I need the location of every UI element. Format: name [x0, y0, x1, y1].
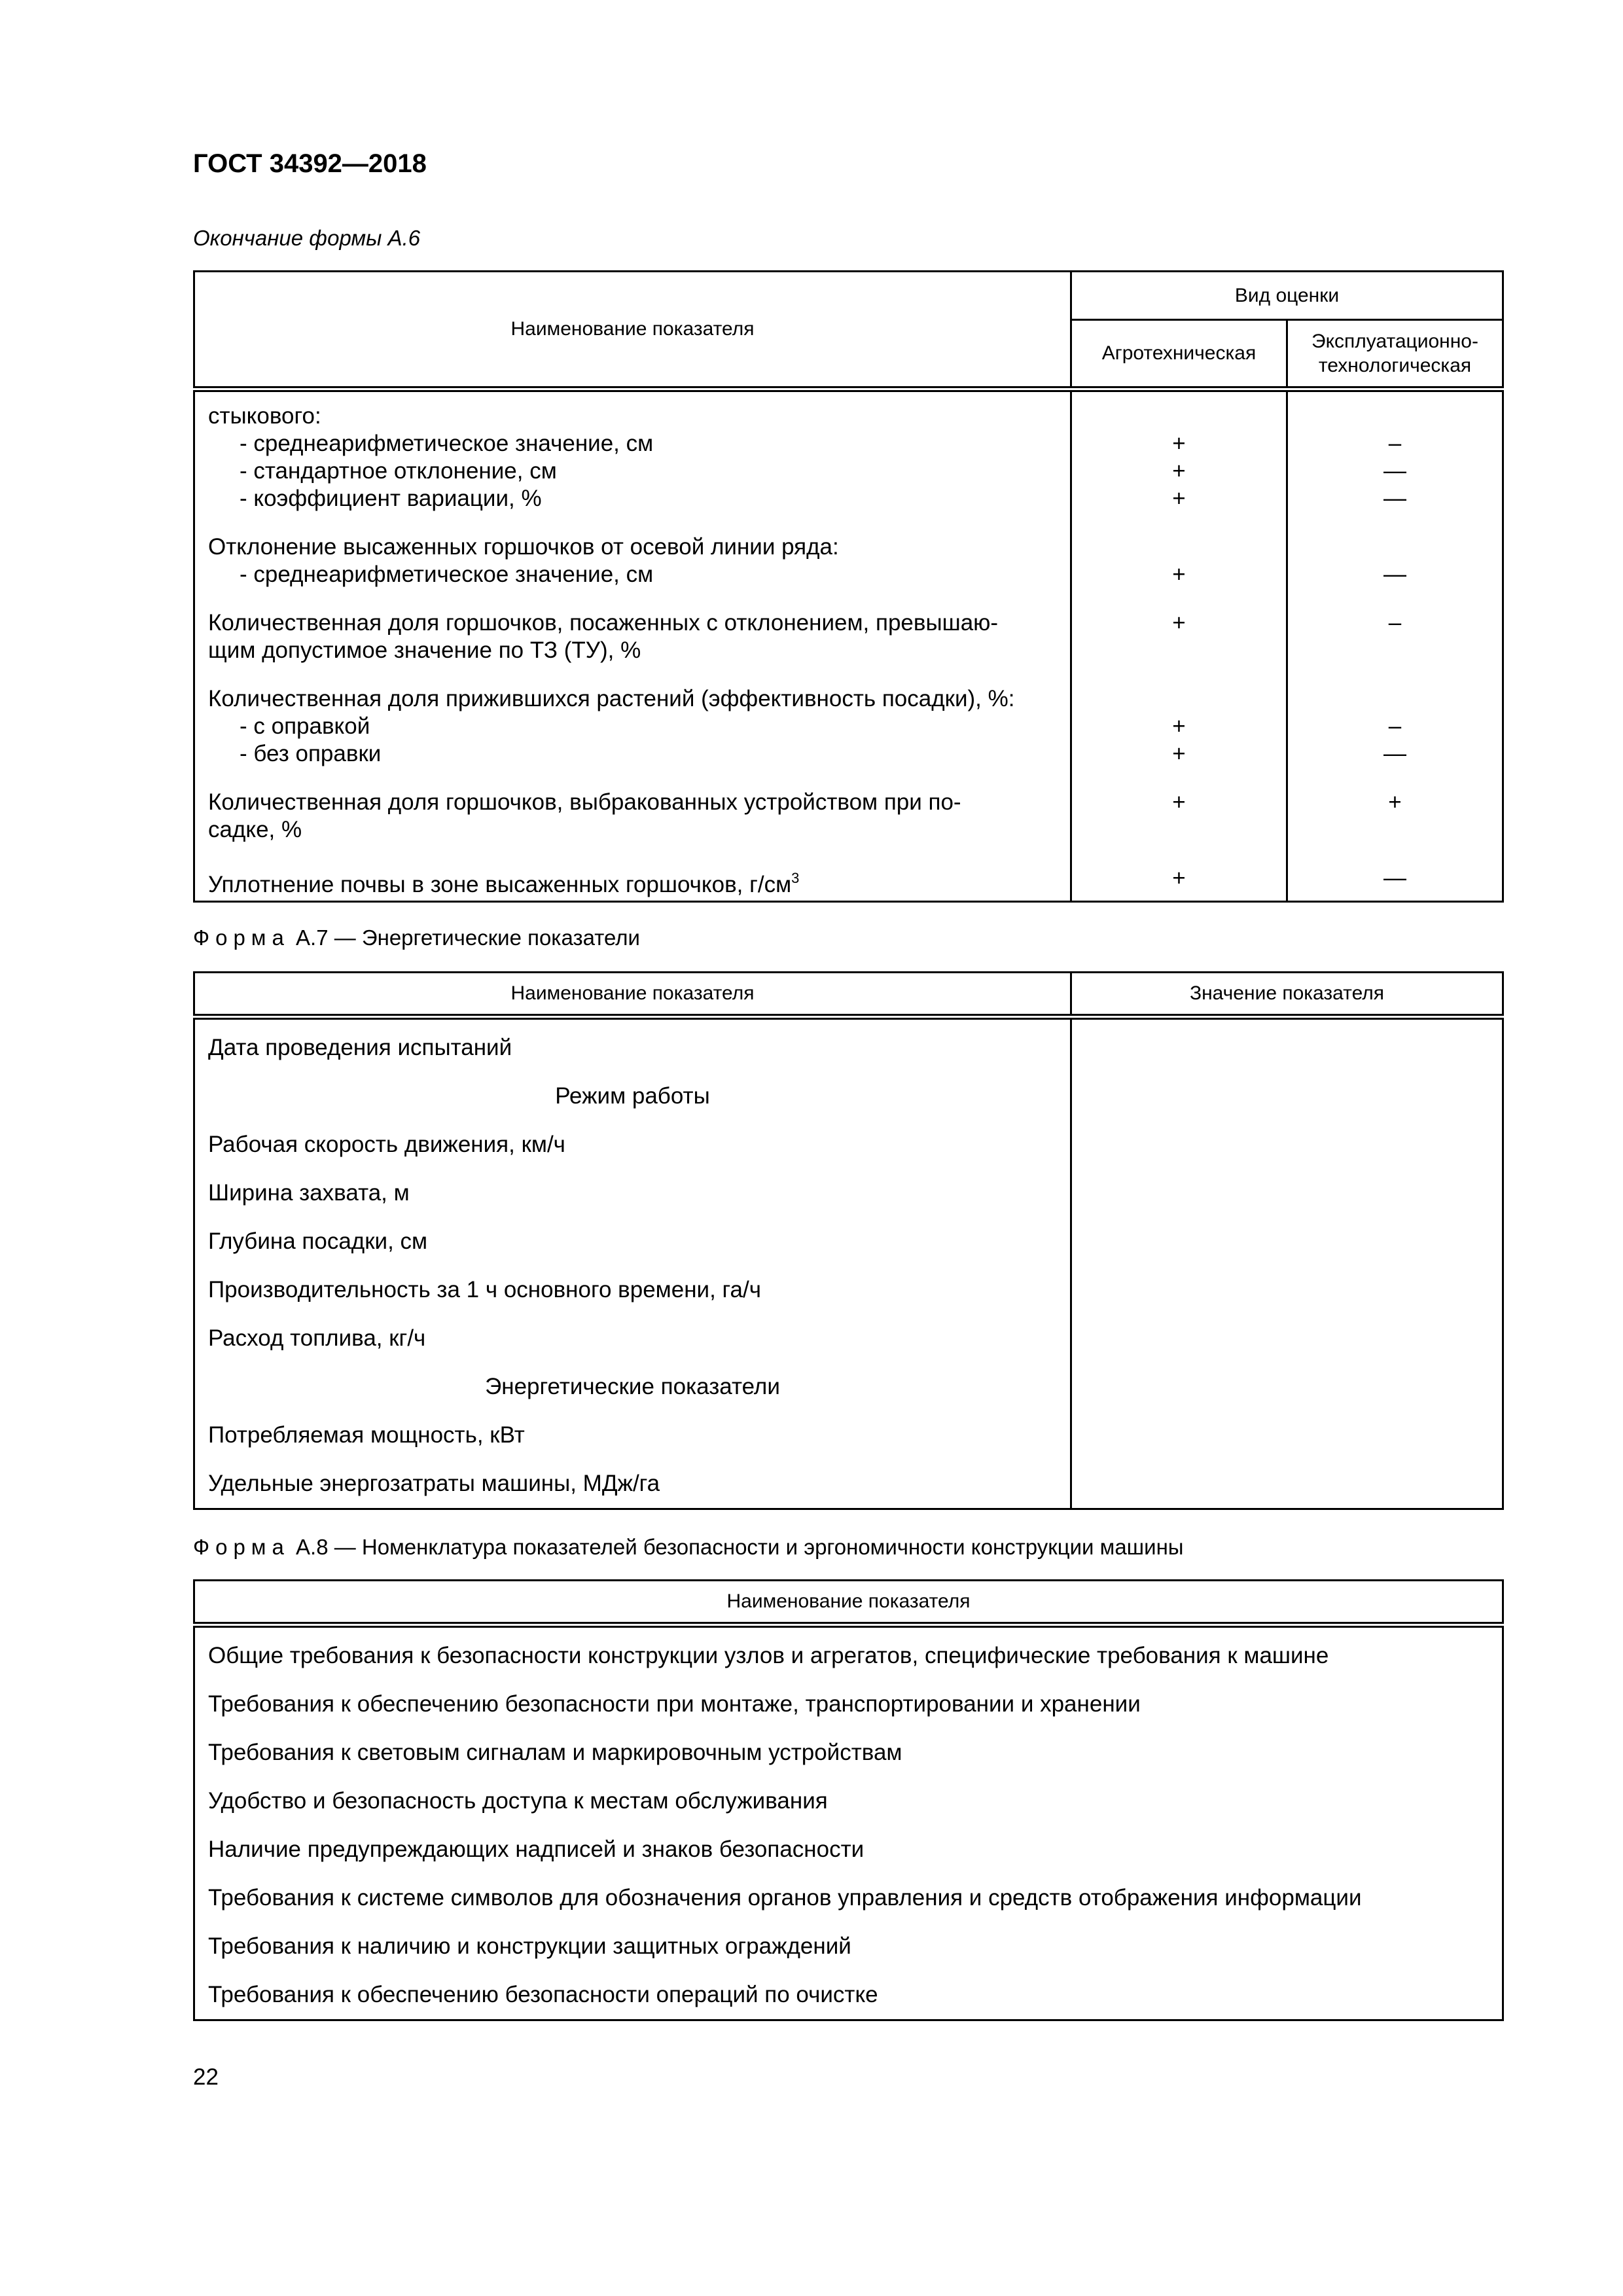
form-a7-value-cell	[1071, 1121, 1503, 1169]
page-number: 22	[193, 2064, 219, 2090]
mark-plus: +	[1172, 486, 1186, 511]
form-a7-caption-label: Форма	[193, 925, 290, 950]
table-row	[194, 1825, 1503, 1874]
form-a6-row-deviation-title: Отклонение высаженных горшочков от осевой линии ряда:	[208, 534, 839, 560]
form-a8-row-service-access: Удобство и безопасность доступа к местам обслуживания	[194, 1777, 1503, 1825]
form-a6-group-header: Вид оценки	[1071, 272, 1503, 320]
form-a6-names-cell	[194, 389, 1071, 902]
form-a6-agro-header: Агротехническая	[1071, 320, 1287, 389]
form-a7-row-specific-energy: Удельные энергозатраты машины, МДж/га	[194, 1460, 1071, 1509]
table-row	[194, 1777, 1503, 1825]
form-a6-body-row	[194, 389, 1503, 902]
mark-dash: –	[1388, 713, 1402, 739]
form-a6-row-deviation-mean: - среднеарифметическое значение, см	[240, 562, 654, 587]
form-a7-row-productivity: Производительность за 1 ч основного времени, га/ч	[194, 1266, 1071, 1314]
table-row	[194, 1971, 1503, 2020]
form-a6-table	[193, 270, 1504, 903]
form-a6-expl-marks	[1287, 389, 1503, 902]
form-a6-row-share-deviated-line1: Количественная доля горшочков, посаженных с отклонением, превышаю-	[208, 610, 999, 636]
form-a6-expl-header-line2: технологическая	[1318, 355, 1472, 376]
mark-plus: +	[1388, 789, 1402, 815]
form-a7-row-depth: Глубина посадки, см	[194, 1217, 1071, 1266]
mark-dash: –	[1388, 610, 1402, 636]
form-a6-row-butt-std-text: стандартное отклонение, см	[253, 458, 557, 484]
form-a6-caption: Окончание формы А.6	[193, 226, 421, 250]
form-a6-row-survived-with-text: с оправкой	[253, 713, 370, 739]
table-row	[194, 1121, 1503, 1169]
form-a6-row-survived-without-text: без оправки	[253, 741, 382, 766]
form-a6-row-butt-cv-text: коэффициент вариации, %	[253, 486, 542, 511]
mark-plus: +	[1172, 865, 1186, 891]
table-row	[194, 1363, 1503, 1411]
form-a8-caption-text: А.8 — Номенклатура показателей безопасности и эргономичности конструкции машины	[296, 1535, 1184, 1559]
mark-plus: +	[1172, 789, 1186, 815]
table-row	[194, 1460, 1503, 1509]
document-code: ГОСТ 34392—2018	[193, 149, 427, 178]
table-row	[194, 1625, 1503, 1681]
form-a8-caption-label: Форма	[193, 1535, 290, 1559]
form-a7-caption-text: А.7 — Энергетические показатели	[296, 925, 640, 950]
table-row	[194, 1680, 1503, 1729]
mark-dash: –	[1388, 431, 1402, 456]
form-a7-value-cell	[1071, 1314, 1503, 1363]
form-a8-name-header: Наименование показателя	[194, 1581, 1503, 1625]
form-a7-value-cell	[1071, 1460, 1503, 1509]
form-a6-name-header: Наименование показателя	[194, 272, 1071, 389]
form-a7-section-energy: Энергетические показатели	[194, 1363, 1071, 1411]
form-a6-row-survived-without: - без оправки	[240, 741, 382, 766]
form-a8-row-guards: Требования к наличию и конструкции защитных ограждений	[194, 1922, 1503, 1971]
form-a7-value-cell	[1071, 1266, 1503, 1314]
form-a6-row-butt-mean-text: среднеарифметическое значение, см	[253, 431, 654, 456]
form-a7-value-cell	[1071, 1217, 1503, 1266]
form-a6-row-rejected-line2: садке, %	[208, 817, 302, 842]
form-a6-row-rejected-line1: Количественная доля горшочков, выбракованных устройством при по-	[208, 789, 961, 815]
form-a6-row-deviation-mean-text: среднеарифметическое значение, см	[253, 562, 654, 587]
mark-plus: +	[1172, 741, 1186, 766]
table-row	[194, 1922, 1503, 1971]
form-a7-header-row	[194, 973, 1503, 1017]
form-a7-value-cell	[1071, 1363, 1503, 1411]
form-a6-row-compaction	[208, 865, 1057, 897]
mark-dash: —	[1383, 486, 1406, 511]
form-a6-expl-header-line1: Эксплуатационно-	[1311, 330, 1478, 352]
form-a7-row-fuel: Расход топлива, кг/ч	[194, 1314, 1071, 1363]
form-a7-row-speed: Рабочая скорость движения, км/ч	[194, 1121, 1071, 1169]
table-row	[194, 1072, 1503, 1121]
form-a7-row-width: Ширина захвата, м	[194, 1169, 1071, 1217]
form-a6-agro-marks	[1071, 389, 1287, 902]
form-a6-row-butt-title: стыкового:	[208, 403, 321, 429]
mark-plus: +	[1172, 610, 1186, 636]
form-a7-name-header: Наименование показателя	[194, 973, 1071, 1017]
mark-plus: +	[1172, 562, 1186, 587]
form-a8-row-warning-signs: Наличие предупреждающих надписей и знаков безопасности	[194, 1825, 1503, 1874]
form-a7-row-power: Потребляемая мощность, кВт	[194, 1411, 1071, 1460]
form-a6-row-survived-with: - с оправкой	[240, 713, 370, 739]
form-a7-caption	[193, 925, 640, 950]
form-a7-value-header: Значение показателя	[1071, 973, 1503, 1017]
form-a7-section-mode: Режим работы	[194, 1072, 1071, 1121]
form-a7-value-cell	[1071, 1169, 1503, 1217]
table-row	[194, 1017, 1503, 1073]
form-a6-expl-header	[1287, 320, 1503, 389]
table-row	[194, 1411, 1503, 1460]
form-a6-row-butt-std: - стандартное отклонение, см	[240, 458, 557, 484]
form-a6-row-butt-mean: - среднеарифметическое значение, см	[240, 431, 654, 456]
form-a7-table	[193, 971, 1504, 1510]
table-row	[194, 1314, 1503, 1363]
form-a6-header-row-1	[194, 272, 1503, 320]
form-a7-value-cell	[1071, 1017, 1503, 1073]
mark-plus: +	[1172, 458, 1186, 484]
form-a8-caption	[193, 1535, 1184, 1560]
form-a7-row-test-date: Дата проведения испытаний	[194, 1017, 1071, 1073]
form-a8-row-light-signals: Требования к световым сигналам и маркировочным устройствам	[194, 1729, 1503, 1777]
table-row	[194, 1217, 1503, 1266]
form-a8-header-row	[194, 1581, 1503, 1625]
form-a6-row-survived-title: Количественная доля прижившихся растений (эффективность посадки), %:	[208, 686, 1015, 711]
form-a8-row-general: Общие требования к безопасности конструкции узлов и агрегатов, специфические требования к машине	[194, 1625, 1503, 1681]
mark-dash: —	[1383, 458, 1406, 484]
form-a8-row-mounting: Требования к обеспечению безопасности при монтаже, транспортировании и хранении	[194, 1680, 1503, 1729]
mark-plus: +	[1172, 431, 1186, 456]
mark-plus: +	[1172, 713, 1186, 739]
table-row	[194, 1729, 1503, 1777]
mark-dash: —	[1383, 562, 1406, 587]
table-row	[194, 1169, 1503, 1217]
form-a8-row-cleaning: Требования к обеспечению безопасности операций по очистке	[194, 1971, 1503, 2020]
form-a8-table	[193, 1579, 1504, 2021]
table-row	[194, 1874, 1503, 1922]
mark-dash: —	[1383, 865, 1406, 891]
form-a6-row-share-deviated-line2: щим допустимое значение по ТЗ (ТУ), %	[208, 637, 641, 663]
form-a6-row-compaction-text: Уплотнение почвы в зоне высаженных горшочков, г/см	[208, 872, 792, 897]
form-a6-row-butt-cv: - коэффициент вариации, %	[240, 486, 542, 511]
form-a7-value-cell	[1071, 1411, 1503, 1460]
mark-dash: —	[1383, 741, 1406, 766]
form-a7-value-cell	[1071, 1072, 1503, 1121]
form-a8-row-symbols: Требования к системе символов для обозначения органов управления и средств отображения информации	[194, 1874, 1503, 1922]
form-a6-row-compaction-sup: 3	[791, 870, 800, 886]
table-row	[194, 1266, 1503, 1314]
